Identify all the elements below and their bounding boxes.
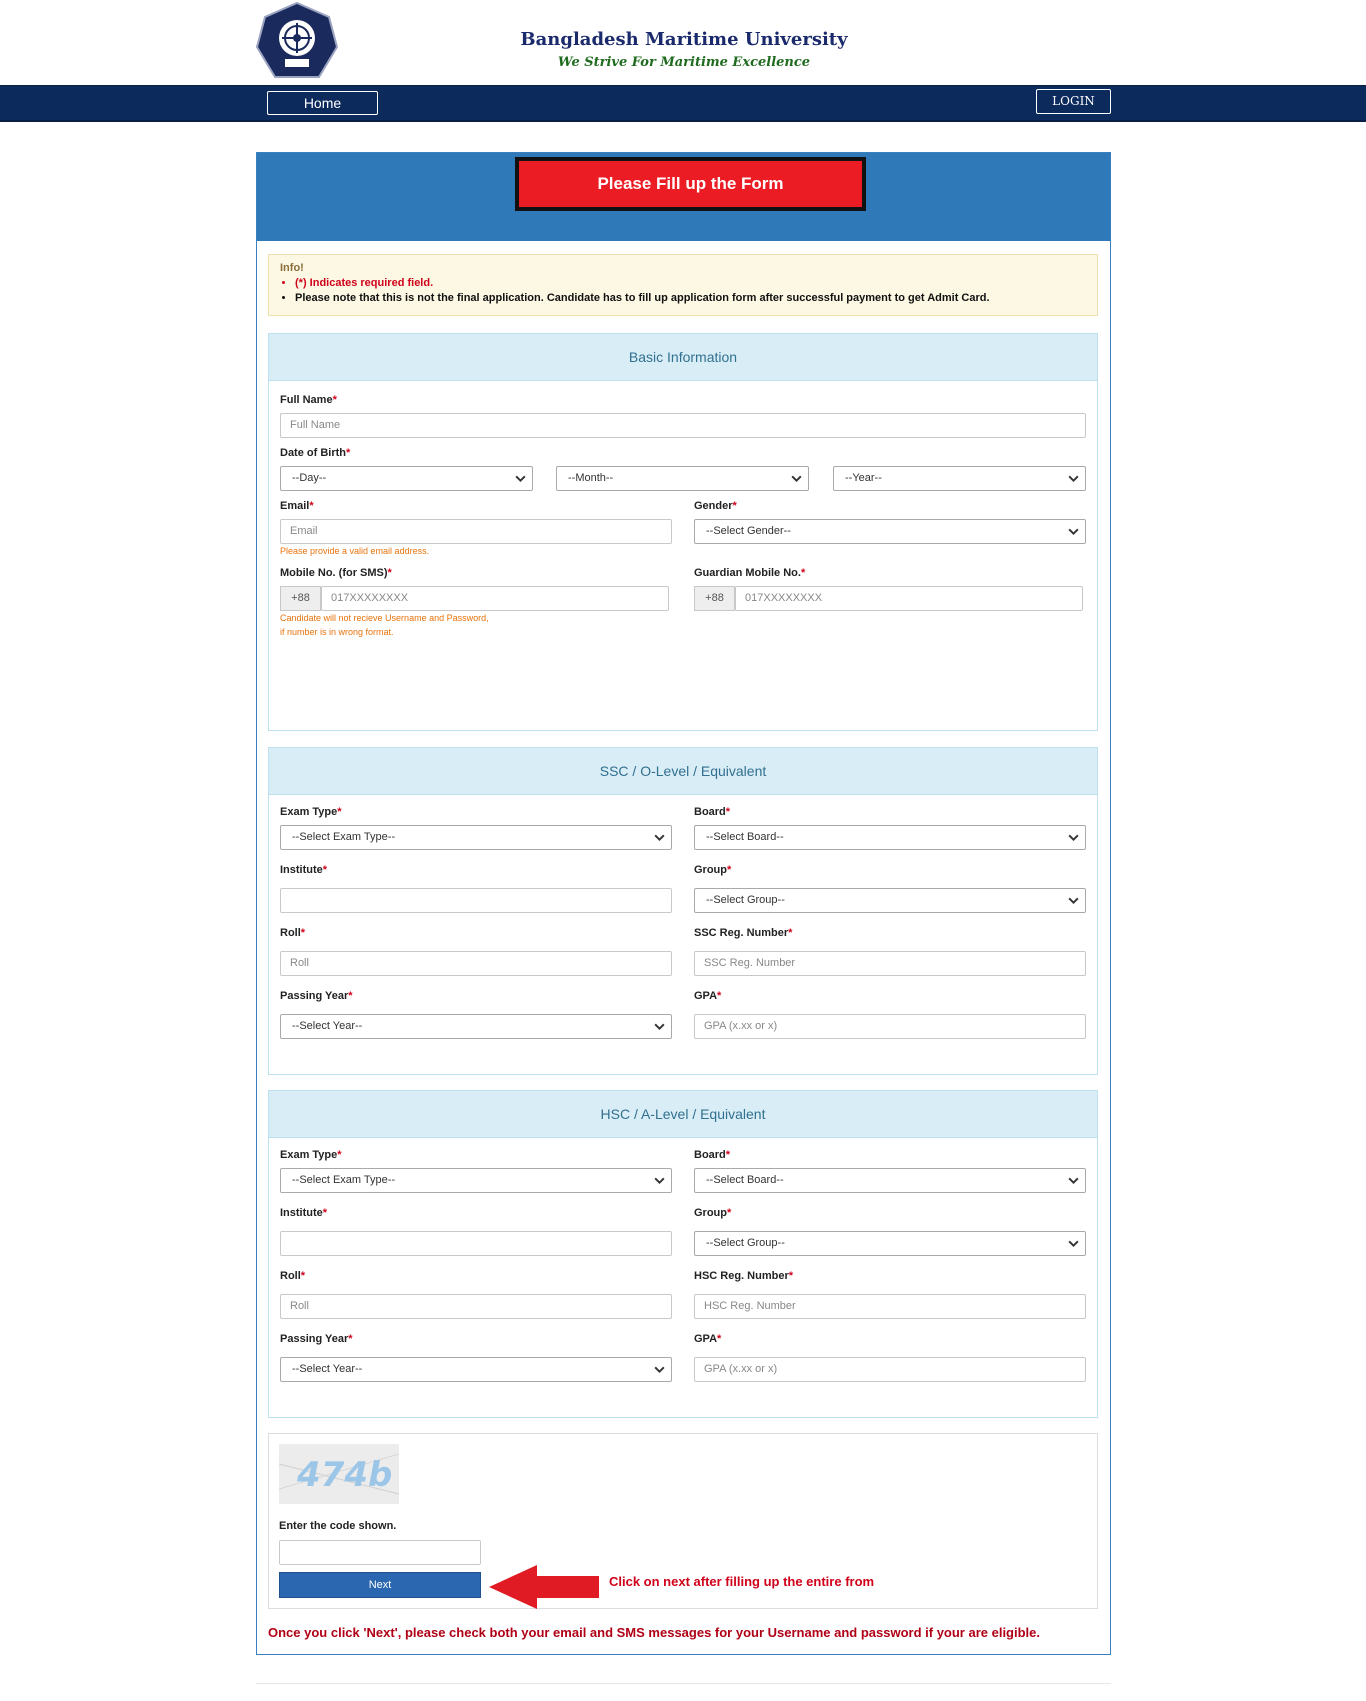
next-button[interactable]: Next xyxy=(279,1572,481,1598)
ssc-passing-year-label: Passing Year* xyxy=(280,990,353,1002)
dob-day-select[interactable]: --Day-- xyxy=(280,466,533,491)
chevron-down-icon xyxy=(1067,1174,1080,1187)
info-alert xyxy=(268,254,1098,316)
form-card xyxy=(256,152,1111,1655)
hsc-board-label: Board* xyxy=(694,1149,731,1161)
email-label: Email* xyxy=(280,500,314,512)
captcha-label: Enter the code shown. xyxy=(279,1520,397,1532)
mobile-input[interactable]: 017XXXXXXXX xyxy=(321,586,669,611)
login-button[interactable]: LOGIN xyxy=(1036,89,1111,114)
ssc-roll-label: Roll* xyxy=(280,927,306,939)
ssc-roll-input[interactable]: Roll xyxy=(280,951,672,976)
info-title: Info! xyxy=(280,262,304,274)
email-help: Please provide a valid email address. xyxy=(280,546,430,556)
ssc-gpa-input[interactable]: GPA (x.xx or x) xyxy=(694,1014,1086,1039)
hsc-reg-input[interactable]: HSC Reg. Number xyxy=(694,1294,1086,1319)
hsc-roll-label: Roll* xyxy=(280,1270,306,1282)
footer-divider xyxy=(256,1683,1111,1684)
full-name-input[interactable]: Full Name xyxy=(280,413,1086,438)
ssc-reg-input[interactable]: SSC Reg. Number xyxy=(694,951,1086,976)
chevron-down-icon xyxy=(653,1174,666,1187)
gender-label: Gender* xyxy=(694,500,737,512)
top-navbar xyxy=(0,85,1366,122)
arrow-left-icon xyxy=(489,1565,599,1609)
hsc-gpa-input[interactable]: GPA (x.xx or x) xyxy=(694,1357,1086,1382)
hsc-exam-type-label: Exam Type* xyxy=(280,1149,342,1161)
basic-info-panel xyxy=(268,333,1098,731)
university-tagline: We Strive For Maritime Excellence xyxy=(557,55,811,70)
mobile-country-code: +88 xyxy=(280,586,321,611)
hsc-gpa-label: GPA* xyxy=(694,1333,722,1345)
hsc-exam-type-select[interactable]: --Select Exam Type-- xyxy=(280,1168,672,1193)
final-note: Once you click 'Next', please check both your email and SMS messages for your Username and password if your are eligible. xyxy=(268,1625,1041,1640)
form-title: Please Fill up the Form xyxy=(515,157,866,211)
ssc-exam-type-select[interactable]: --Select Exam Type-- xyxy=(280,825,672,850)
university-logo xyxy=(255,1,339,83)
ssc-board-label: Board* xyxy=(694,806,731,818)
captcha-code: 474b xyxy=(297,1455,393,1495)
chevron-down-icon xyxy=(1067,831,1080,844)
mobile-label: Mobile No. (for SMS)* xyxy=(280,567,392,579)
hsc-passing-year-label: Passing Year* xyxy=(280,1333,353,1345)
chevron-down-icon xyxy=(1067,472,1080,485)
info-required-note: • (*) Indicates required field. xyxy=(295,276,1086,291)
hsc-passing-year-select[interactable]: --Select Year-- xyxy=(280,1357,672,1382)
chevron-down-icon xyxy=(653,1363,666,1376)
hsc-reg-label: HSC Reg. Number* xyxy=(694,1270,794,1282)
chevron-down-icon xyxy=(1067,894,1080,907)
mobile-help-2: if number is in wrong format. xyxy=(280,627,394,637)
home-button[interactable]: Home xyxy=(267,91,378,115)
guardian-mobile-label: Guardian Mobile No.* xyxy=(694,567,806,579)
chevron-down-icon xyxy=(1067,525,1080,538)
guardian-mobile-input[interactable]: 017XXXXXXXX xyxy=(735,586,1083,611)
mobile-help-1: Candidate will not recieve Username and Password, xyxy=(280,613,489,623)
chevron-down-icon xyxy=(1067,1237,1080,1250)
hsc-institute-input[interactable] xyxy=(280,1231,672,1256)
captcha-image xyxy=(279,1444,399,1504)
email-field[interactable]: Email xyxy=(280,519,672,544)
hsc-roll-input[interactable]: Roll xyxy=(280,1294,672,1319)
chevron-down-icon xyxy=(653,1020,666,1033)
dob-label: Date of Birth* xyxy=(280,447,351,459)
ssc-gpa-label: GPA* xyxy=(694,990,722,1002)
guardian-country-code: +88 xyxy=(694,586,735,611)
hsc-panel xyxy=(268,1090,1098,1418)
hsc-group-select[interactable]: --Select Group-- xyxy=(694,1231,1086,1256)
university-name: Bangladesh Maritime University xyxy=(520,29,848,50)
info-payment-note: • Please note that this is not the final application. Candidate has to fill up application form after successful payment to get Admit Card. xyxy=(295,291,1086,306)
ssc-group-select[interactable]: --Select Group-- xyxy=(694,888,1086,913)
gender-select[interactable]: --Select Gender-- xyxy=(694,519,1086,544)
ssc-board-select[interactable]: --Select Board-- xyxy=(694,825,1086,850)
ssc-institute-label: Institute* xyxy=(280,864,328,876)
site-header xyxy=(0,0,1366,85)
chevron-down-icon xyxy=(653,831,666,844)
hsc-board-select[interactable]: --Select Board-- xyxy=(694,1168,1086,1193)
ssc-passing-year-select[interactable]: --Select Year-- xyxy=(280,1014,672,1039)
chevron-down-icon xyxy=(514,472,527,485)
hsc-heading: HSC / A-Level / Equivalent xyxy=(269,1091,1097,1138)
hsc-group-label: Group* xyxy=(694,1207,732,1219)
ssc-reg-label: SSC Reg. Number* xyxy=(694,927,793,939)
ssc-institute-input[interactable] xyxy=(280,888,672,913)
captcha-input[interactable] xyxy=(279,1540,481,1565)
hsc-institute-label: Institute* xyxy=(280,1207,328,1219)
ssc-group-label: Group* xyxy=(694,864,732,876)
ssc-heading: SSC / O-Level / Equivalent xyxy=(269,748,1097,795)
captcha-panel xyxy=(268,1433,1098,1609)
full-name-label: Full Name* xyxy=(280,394,337,406)
chevron-down-icon xyxy=(790,472,803,485)
ssc-panel xyxy=(268,747,1098,1075)
form-card-header xyxy=(257,153,1110,241)
ssc-exam-type-label: Exam Type* xyxy=(280,806,342,818)
basic-info-heading: Basic Information xyxy=(269,334,1097,381)
dob-year-select[interactable]: --Year-- xyxy=(833,466,1086,491)
next-hint: Click on next after filling up the entire from xyxy=(609,1574,875,1589)
dob-month-select[interactable]: --Month-- xyxy=(556,466,809,491)
